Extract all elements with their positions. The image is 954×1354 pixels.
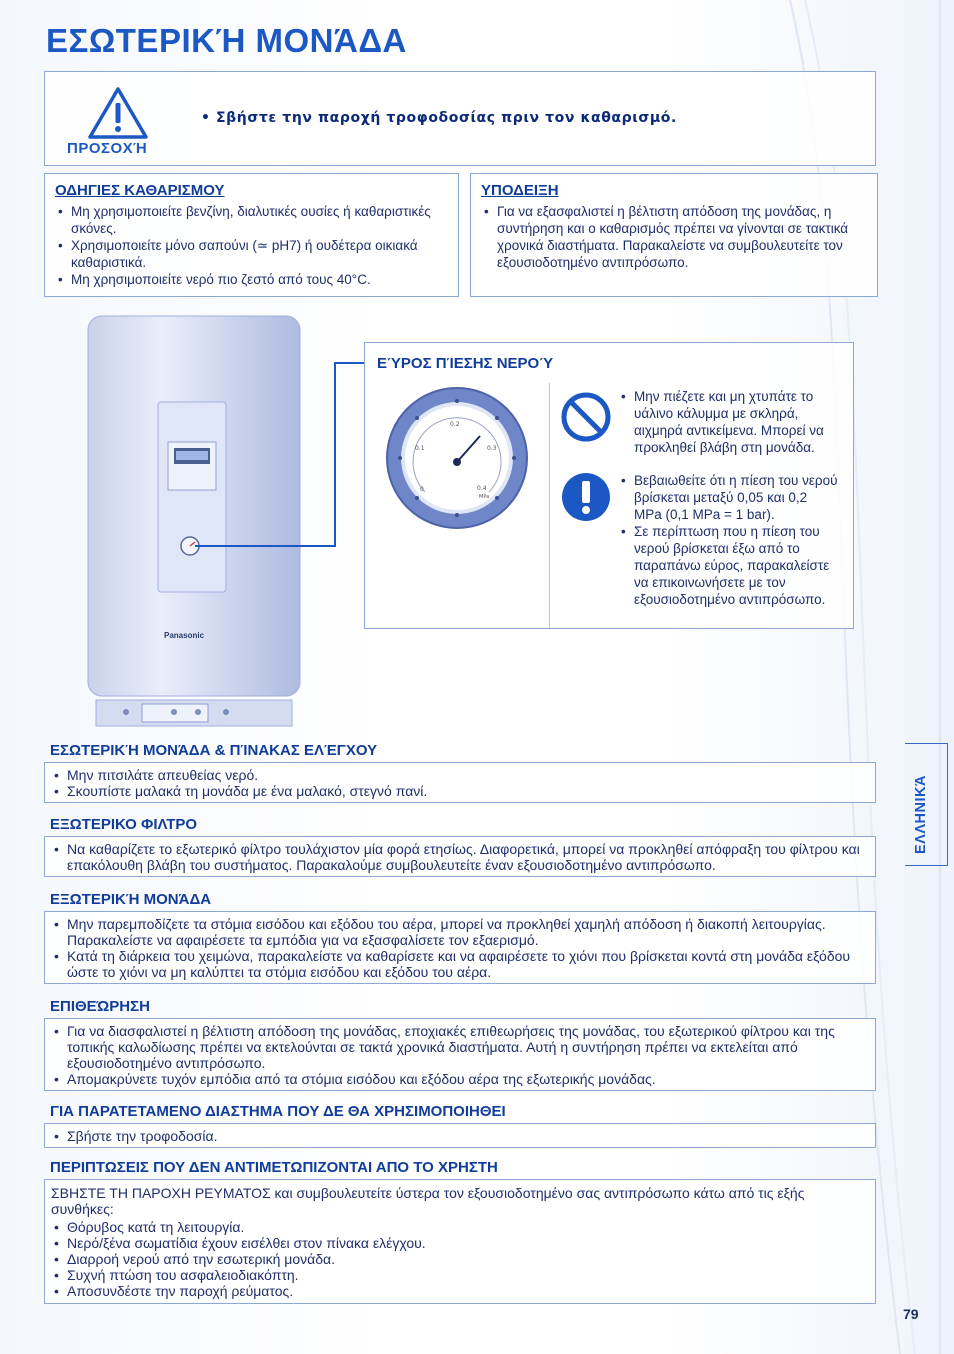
section-content: [44, 1018, 876, 1091]
section-outdoor-unit: [44, 889, 876, 984]
hint-box: [470, 173, 878, 297]
list-item: • Σκουπίστε μαλακά τη μονάδα με ένα μαλακό, στεγνό πανί.: [51, 783, 869, 799]
unresolved-intro: ΣΒΗΣΤΕ ΤΗ ΠΑΡΟΧΗ ΡΕΥΜΑΤΟΣ και συμβουλευτείτε ύστερα τον εξουσιοδοτημένο σας αντιπρόσωπο κάτω από τις εξής συνθήκες:: [51, 1185, 805, 1217]
cleaning-instructions-box: [44, 173, 459, 297]
divider: [549, 383, 550, 628]
section-unresolved-cases: [44, 1157, 876, 1304]
list-item: • Θόρυβος κατά τη λειτουργία.: [51, 1219, 869, 1235]
section-inspection: [44, 996, 876, 1091]
pressure-notice-list: [618, 472, 838, 608]
list-item: • Συχνή πτώση του ασφαλειοδιακόπτη.: [51, 1267, 869, 1283]
list-item: • Μη χρησιμοποιείτε νερό πιο ζεστό από τους 40°C.: [55, 271, 448, 288]
pressure-title: ΕΎΡΟΣ ΠΊΕΣΗΣ ΝΕΡΟΎ: [377, 355, 554, 372]
caution-label: ΠΡΟΣΟΧΉ: [67, 140, 148, 157]
exclamation-icon: [560, 471, 612, 523]
list-item: • Διαρροή νερού από την εσωτερική μονάδα.: [51, 1251, 869, 1267]
prohibition-icon: [560, 391, 612, 443]
section-content: [44, 762, 876, 803]
section-title: ΕΣΩΤΕΡΙΚΉ ΜΟΝΆΔΑ & ΠΊΝΑΚΑΣ ΕΛΈΓΧΟΥ: [50, 742, 378, 759]
gauge-tick-label: 0.3: [487, 445, 497, 452]
gauge-tick-label: 0.1: [415, 445, 425, 452]
list-item: • Απομακρύνετε τυχόν εμπόδια από τα στόμια εισόδου και εξόδου αέρα της εξωτερικής μονάδας.: [51, 1071, 869, 1087]
list-item: • Να καθαρίζετε το εξωτερικό φίλτρο τουλάχιστον μία φορά ετησίως. Διαφορετικά, μπορεί να προκληθεί απόφραξη του φίλτρου και επακόλουθη βλάβη του συστήματος. Παρακαλούμε συμβουλευτείτε έναν εξουσιοδοτημένο αντιπρόσωπο.: [51, 841, 869, 873]
caution-box: [44, 71, 876, 166]
list-item: • Μην πιέζετε και μη χτυπάτε το υάλινο κάλυμμα με σκληρά, αιχμηρά αντικείμενα. Μπορεί να προκληθεί βλάβη στη μονάδα.: [618, 388, 838, 456]
list-item: • Κατά τη διάρκεια του χειμώνα, παρακαλείστε να καθαρίσετε και να αφαιρέσετε το χιόνι που βρίσκεται κοντά στη μονάδα εξόδου ώστε το χιόνι να μη καλύπτει τα στόμια εισόδου και εξόδου του αέρα.: [51, 948, 869, 980]
list-item: • Σε περίπτωση που η πίεση του νερού βρίσκεται έξω από το παραπάνω εύρος, παρακαλείστε να επικοινωνήσετε με τον εξουσιοδοτημένο αντιπρόσωπο.: [618, 523, 838, 608]
leader-line: [195, 360, 367, 550]
hint-list: [481, 203, 867, 271]
section-title: ΕΞΩΤΕΡΙΚΟ ΦΙΛΤΡΟ: [50, 816, 198, 833]
pressure-warning-list: [618, 388, 838, 456]
unit-brand-label: Panasonic: [164, 631, 205, 640]
section-content: [44, 911, 876, 984]
language-tab: [905, 743, 948, 866]
list-item: • Βεβαιωθείτε ότι η πίεση του νερού βρίσκεται μεταξύ 0,05 και 0,2 MPa (0,1 MPa = 1 bar).: [618, 472, 838, 523]
gauge-tick-label: 0.4: [477, 485, 487, 492]
list-item: • Μη χρησιμοποιείτε βενζίνη, διαλυτικές ουσίες ή καθαριστικές σκόνες.: [55, 203, 448, 237]
section-outdoor-filter: [44, 814, 876, 877]
caution-text: • Σβήστε την παροχή τροφοδοσίας πριν τον καθαρισμό.: [201, 110, 677, 126]
water-pressure-box: [364, 342, 854, 629]
list-item: • Νερό/ξένα σωματίδια έχουν εισέλθει στον πίνακα ελέγχου.: [51, 1235, 869, 1251]
section-indoor-unit-panel: [44, 740, 876, 803]
section-content: [44, 836, 876, 877]
page-number: 79: [903, 1306, 919, 1322]
cleaning-title: ΟΔΗΓΙΕΣ ΚΑΘΑΡΙΣΜΟΥ: [55, 182, 225, 199]
list-item: • Για να εξασφαλιστεί η βέλτιστη απόδοση της μονάδας, η συντήρηση και ο καθαρισμός πρέπει να γίνονται σε τακτικά χρονικά διαστήματα. Παρακαλείστε να συμβουλευτείτε τον εξουσιοδοτημένο αντιπρόσωπο.: [481, 203, 867, 271]
section-title: ΕΠΙΘΕΏΡΗΣΗ: [50, 998, 150, 1015]
pressure-gauge-icon: [385, 386, 529, 530]
gauge-unit-label: MPa: [479, 494, 490, 500]
section-content: [44, 1123, 876, 1148]
section-title: ΓΙΑ ΠΑΡΑΤΕΤΑΜΕΝΟ ΔΙΑΣΤΗΜΑ ΠΟΥ ΔΕ ΘΑ ΧΡΗΣΙΜΟΠΟΙΗΘΕΙ: [50, 1103, 506, 1120]
page-title: ΕΣΩΤΕΡΙΚΉ ΜΟΝΆΔΑ: [46, 22, 407, 59]
section-content: [44, 1179, 876, 1304]
list-item: • Για να διασφαλιστεί η βέλτιστη απόδοση της μονάδας, εποχιακές επιθεωρήσεις της μονάδας, του εξωτερικού φίλτρου και της τοπικής καλωδίωσης πρέπει να εκτελούνται σε τακτά χρονικά διαστήματα. Αυτή η συντήρηση πρέπει να εκτελείται από εξουσιοδοτημένο αντιπρόσωπο.: [51, 1023, 869, 1071]
language-tab-label: ΕΛΛΗΝΙΚΆ: [913, 775, 929, 854]
section-long-period: [44, 1101, 876, 1148]
hint-title: ΥΠΟΔΕΙΞΗ: [481, 182, 559, 199]
cleaning-list: [55, 203, 448, 288]
section-title: ΕΞΩΤΕΡΙΚΉ ΜΟΝΆΔΑ: [50, 891, 212, 908]
list-item: • Σβήστε την τροφοδοσία.: [51, 1128, 869, 1144]
section-title: ΠΕΡΙΠΤΩΣΕΙΣ ΠΟΥ ΔΕΝ ΑΝΤΙΜΕΤΩΠΙΖΟΝΤΑΙ ΑΠΟ ΤΟ ΧΡΗΣΤΗ: [50, 1159, 498, 1176]
warning-triangle-icon: [87, 86, 149, 140]
list-item: • Μην πιτσιλάτε απευθείας νερό.: [51, 767, 869, 783]
gauge-tick-label: 0.2: [450, 421, 460, 428]
gauge-tick-label: 0: [420, 486, 424, 493]
list-item: • Χρησιμοποιείτε μόνο σαπούνι (≃ pH7) ή ουδέτερα οικιακά καθαριστικά.: [55, 237, 448, 271]
list-item: • Αποσυνδέστε την παροχή ρεύματος.: [51, 1283, 869, 1299]
list-item: • Μην παρεμποδίζετε τα στόμια εισόδου και εξόδου του αέρα, μπορεί να προκληθεί χαμηλή απόδοση ή διακοπή λειτουργίας. Παρακαλείστε να αφαιρέσετε τα εμπόδια για να εξασφαλίσετε τον εξαερισμό.: [51, 916, 869, 948]
